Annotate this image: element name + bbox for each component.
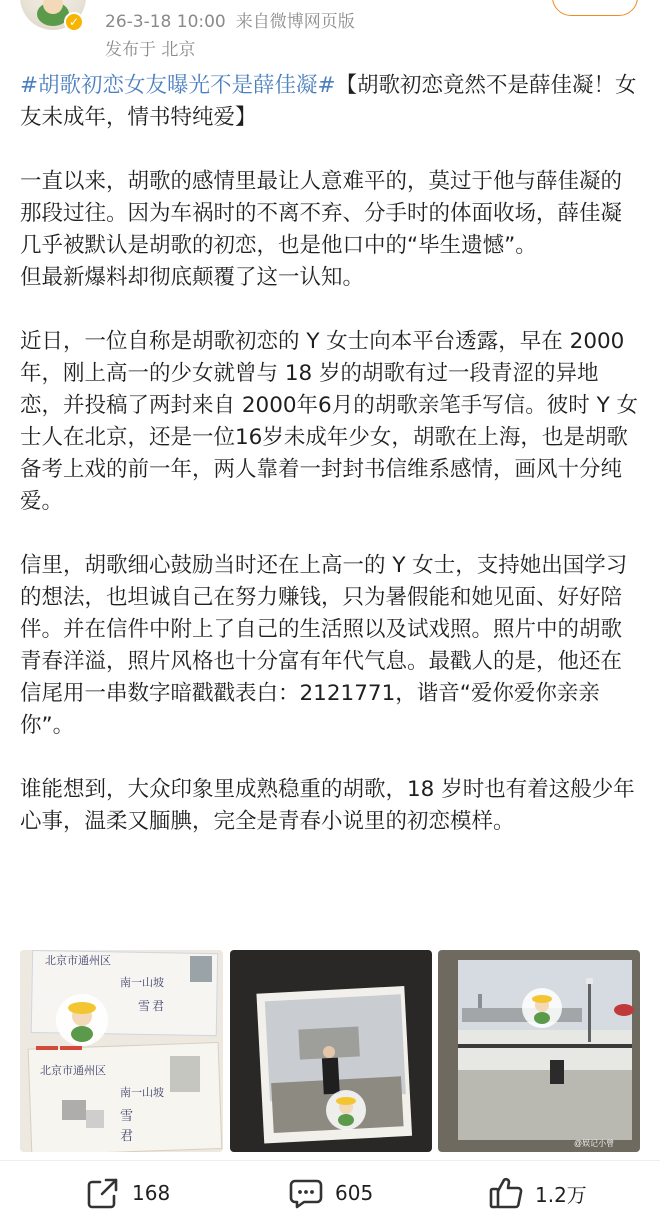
envelope-name-bottom: 雪 <box>120 1108 134 1123</box>
verified-badge-icon: ✓ <box>64 12 84 32</box>
action-bar <box>0 1160 660 1224</box>
envelope-name-bottom-2: 君 <box>120 1128 134 1143</box>
envelope-line-top: 南一山坡 <box>120 977 164 989</box>
like-count: 1.2万 <box>535 1182 587 1207</box>
post-paragraph: 信里，胡歌细心鼓励当时还在上高一的 Y 女士，支持她出国学习的想法，也坦诚自己在努力赚钱，只为暑假能和她见面、好好陪伴。并在信件中附上了自己的生活照以及试戏照。照片中的胡歌青春洋溢，照片风格也十分富有年代气息。最戳人的是，他还在信尾用一串数字暗戳戳表白：2121771，谐音“爱你爱你亲亲你”。 <box>20 553 628 738</box>
photo-stairs[interactable] <box>230 950 432 1152</box>
post-timestamp: 26-3-18 10:00 <box>105 12 226 32</box>
post-paragraph: 近日，一位自称是胡歌初恋的 Y 女士向本平台透露，早在 2000 年，刚上高一的少女就曾与 18 岁的胡歌有过一段青涩的异地恋，并投稿了两封来自 2000年6月的胡歌亲笔手写信。彼时 Y 女士人在北京，还是一位16岁未成年少女，胡歌在上海，也是胡歌备考上戏的前一年，两人靠着一封封书信维系感情，画风十分纯爱。 <box>20 329 639 514</box>
share-button[interactable] <box>84 1161 170 1224</box>
post-paragraph: 但最新爆料却彻底颠覆了这一认知。 <box>20 265 365 290</box>
envelope-line-bottom: 南一山坡 <box>120 1087 164 1099</box>
photo-envelopes[interactable] <box>20 950 223 1152</box>
post-title <box>20 70 640 134</box>
envelope-address-bottom: 北京市通州区 <box>40 1065 106 1077</box>
photo-watermark: @娱记小曾 <box>574 1139 615 1148</box>
hashtag-link[interactable]: #胡歌初恋女友曝光不是薛佳凝# <box>20 73 336 98</box>
post-header <box>0 0 660 70</box>
envelope-name-top: 雪 <box>138 999 151 1013</box>
post-paragraph: 一直以来，胡歌的感情里最让人意难平的，莫过于他与薛佳凝的那段过往。因为车祸时的不离不弃、分手时的体面收场，薛佳凝几乎被默认是胡歌的初恋，也是他口中的“毕生遗憾”。 <box>20 169 623 258</box>
post-source[interactable]: 来自微博网页版 <box>235 12 355 32</box>
like-button[interactable] <box>487 1161 587 1224</box>
thumbs-up-icon <box>487 1174 525 1212</box>
photo-bund[interactable] <box>438 950 640 1152</box>
comment-count: 605 <box>335 1181 374 1205</box>
share-count: 168 <box>132 1181 171 1205</box>
envelope-address-top: 北京市通州区 <box>45 955 111 967</box>
photo-grid <box>20 950 640 1152</box>
share-icon <box>84 1174 122 1212</box>
post-body <box>20 70 640 838</box>
comment-button[interactable] <box>287 1161 373 1224</box>
post-paragraph: 谁能想到，大众印象里成熟稳重的胡歌，18 岁时也有着这般少年心事，温柔又腼腆，完全是青春小说里的初恋模样。 <box>20 777 635 834</box>
envelope-name-top-2: 君 <box>152 999 165 1013</box>
post-location: 发布于 北京 <box>105 40 196 60</box>
post-meta <box>105 7 355 32</box>
post-headline: 【胡歌初恋竟然不是薛佳凝！女友未成年，情书特纯爱】 <box>20 73 637 130</box>
comment-icon <box>287 1174 325 1212</box>
follow-button[interactable] <box>552 0 638 16</box>
